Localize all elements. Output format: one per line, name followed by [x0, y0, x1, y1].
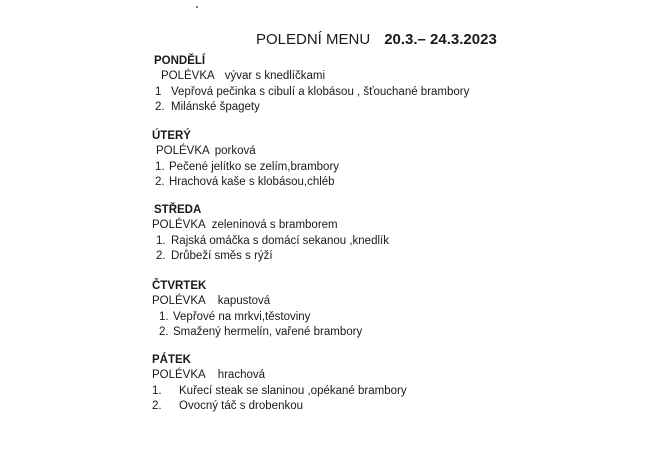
day-monday	[154, 54, 469, 115]
soup-line	[152, 294, 362, 309]
day-name: STŘEDA	[154, 204, 202, 216]
soup-label: POLÉVKA	[152, 219, 206, 232]
soup-line	[152, 368, 407, 383]
menu-item	[152, 160, 339, 175]
menu-item	[152, 310, 362, 325]
item-text: Milánské špagety	[171, 100, 260, 113]
item-number: 2.	[159, 325, 169, 338]
item-text: Kuřecí steak se slaninou ,opékané brambory	[179, 384, 407, 397]
soup-line	[152, 144, 339, 159]
day-name: PONDĚLÍ	[154, 55, 206, 67]
menu-title	[256, 31, 497, 48]
menu-item	[152, 325, 362, 340]
menu-item	[152, 234, 389, 249]
item-number: 2.	[155, 175, 165, 188]
day-wednesday	[152, 203, 389, 264]
item-number: 1.	[152, 384, 162, 397]
item-text: Drůbeží směs s rýží	[171, 249, 273, 262]
menu-dates: 20.3.– 24.3.2023	[384, 31, 497, 48]
item-text: Smažený hermelín, vařené brambory	[173, 325, 363, 338]
item-number: 1	[155, 85, 162, 98]
soup-name: porková	[214, 145, 256, 158]
item-number: 1.	[155, 160, 165, 173]
menu-item	[154, 100, 469, 115]
soup-name: kapustová	[217, 295, 271, 308]
menu-item	[152, 249, 389, 264]
item-text: Hrachová kaše s klobásou,chléb	[169, 175, 335, 188]
day-friday	[152, 353, 407, 414]
menu-title-text: POLEDNÍ MENU	[256, 31, 371, 48]
soup-label: POLÉVKA	[152, 295, 206, 308]
day-name: ÚTERÝ	[152, 130, 191, 142]
menu-item	[152, 399, 407, 414]
soup-name: hrachová	[217, 369, 266, 382]
soup-label: POLÉVKA	[152, 369, 206, 382]
item-number: 1.	[156, 234, 166, 247]
soup-name: zeleninová s bramborem	[211, 219, 338, 232]
soup-name: vývar s knedlíčkami	[224, 70, 326, 83]
soup-line	[152, 218, 389, 233]
item-text: Pečené jelítko se zelím,brambory	[169, 160, 340, 173]
item-number: 1.	[159, 310, 169, 323]
item-number: 2.	[152, 399, 162, 412]
item-text: Vepřová pečinka s cibulí a klobásou , šťouchané brambory	[171, 85, 470, 98]
scan-speck	[196, 6, 198, 8]
soup-label: POLÉVKA	[161, 70, 215, 83]
item-text: Ovocný táč s drobenkou	[179, 399, 304, 412]
day-name: ČTVRTEK	[152, 280, 207, 292]
item-number: 2.	[155, 100, 165, 113]
menu-item	[152, 384, 407, 399]
day-name: PÁTEK	[152, 354, 191, 366]
item-number: 2.	[156, 249, 166, 262]
day-thursday	[152, 279, 362, 340]
item-text: Vepřové na mrkvi,těstoviny	[173, 310, 311, 323]
menu-item	[154, 85, 469, 100]
soup-line	[154, 69, 469, 84]
day-tuesday	[152, 129, 339, 190]
item-text: Rajská omáčka s domácí sekanou ,knedlík	[171, 234, 389, 247]
soup-label: POLÉVKA	[156, 145, 210, 158]
menu-item	[152, 175, 339, 190]
